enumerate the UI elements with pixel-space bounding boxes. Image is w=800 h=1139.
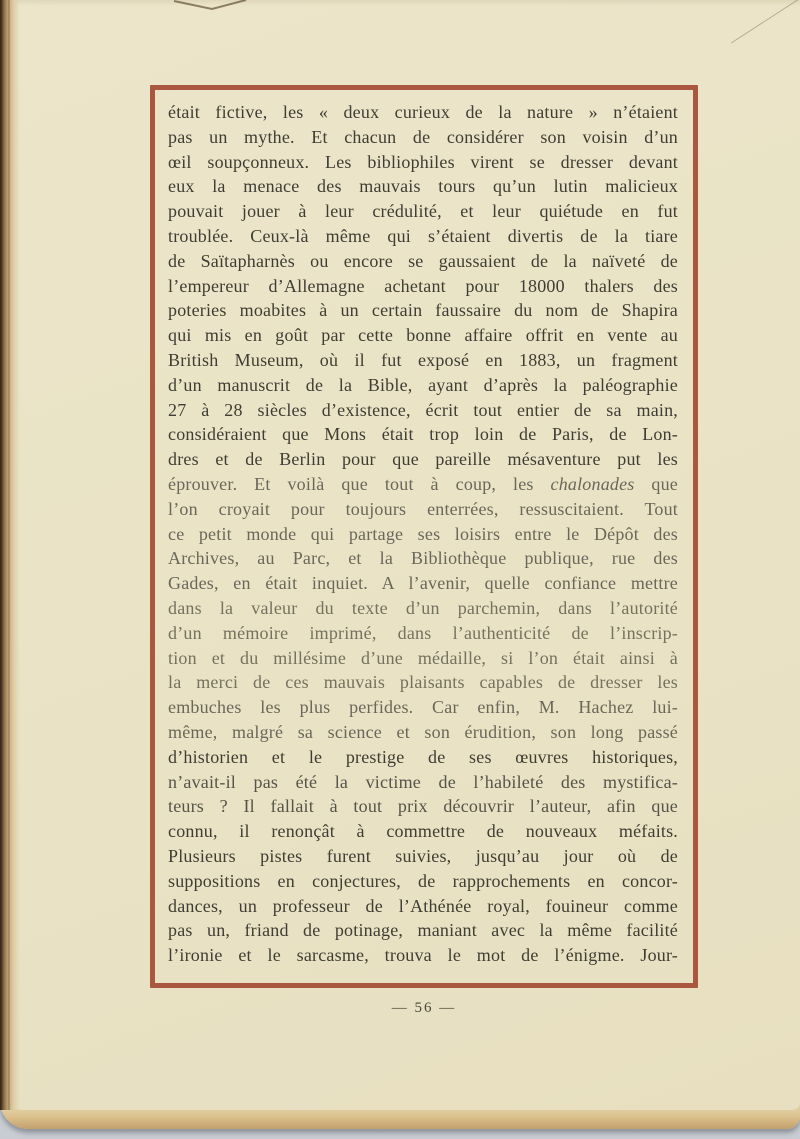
text-line: troublée. Ceux-là même qui s’étaient divertis de la tiare — [168, 225, 678, 246]
text-block — [168, 100, 678, 968]
text-line: tion et du millésime d’une médaille, si l’on était ainsi à — [168, 647, 678, 668]
text-line: pas un, friand de potinage, maniant avec la même facilité — [168, 920, 678, 941]
text-line: Plusieurs pistes furent suivies, jusqu’au jour où de — [168, 845, 678, 866]
text-line: 27 à 28 siècles d’existence, écrit tout entier de sa main, — [168, 399, 678, 420]
text-line: Archives, au Parc, et la Bibliothèque publique, rue des — [168, 548, 678, 569]
text-line: même, malgré sa science et son érudition, son long passé — [168, 721, 678, 742]
text-line: œil soupçonneux. Les bibliophiles virent se dresser devant — [168, 151, 678, 172]
binding-gutter-shadow — [0, 0, 20, 1110]
text-line: eux la menace des mauvais tours qu’un lutin malicieux — [168, 176, 678, 197]
text-line: poteries moabites à un certain faussaire du nom de Shapira — [168, 300, 678, 321]
text-line: suppositions en conjectures, de rapprochements en concor- — [168, 870, 678, 891]
top-right-crease — [731, 0, 800, 43]
text-line: pas un mythe. Et chacun de considérer son voisin d’un — [168, 126, 678, 147]
text-line: l’empereur d’Allemagne achetant pour 18000 thalers des — [168, 275, 678, 296]
text-line: teurs ? Il fallait à tout prix découvrir l’auteur, afin que — [168, 796, 678, 817]
text-line: d’un mémoire imprimé, dans l’authenticité de l’inscrip- — [168, 622, 678, 643]
binding-crease-line — [8, 0, 10, 1110]
text-line: de Saïtapharnès ou encore se gaussaient de la naïveté de — [168, 250, 678, 271]
text-line: dans la valeur du texte d’un parchemin, dans l’autorité — [168, 597, 678, 618]
text-line: la merci de ces mauvais plaisants capables de dresser les — [168, 672, 678, 693]
text-line: connu, il renonçât à commettre de nouveaux méfaits. — [168, 821, 678, 842]
text-line: embuches les plus perfides. Car enfin, M. Hachez lui- — [168, 697, 678, 718]
text-line: d’un manuscrit de la Bible, ayant d’après la paléographie — [168, 374, 678, 395]
text-line: d’historien et le prestige de ses œuvres historiques, — [168, 746, 678, 767]
text-line: dances, un professeur de l’Athénée royal, fouineur comme — [168, 895, 678, 916]
text-line: était fictive, les « deux curieux de la nature » n’étaient — [168, 102, 678, 122]
text-line: éprouver. Et voilà que tout à coup, les chalonades que — [168, 473, 678, 494]
text-line: Gades, en était inquiet. A l’avenir, quelle confiance mettre — [168, 573, 678, 594]
text-line: l’ironie et le sarcasme, trouva le mot de l’énigme. Jour- — [168, 945, 678, 966]
text-line: qui mis en goût par cette bonne affaire offrit en vente au — [168, 325, 678, 346]
text-line: considéraient que Mons était trop loin de Paris, de Lon- — [168, 424, 678, 445]
text-line: British Museum, où il fut exposé en 1883, un fragment — [168, 349, 678, 370]
page-number: — 56 — — [391, 1000, 457, 1016]
text-line: pouvait jouer à leur crédulité, et leur quiétude en fut — [168, 201, 678, 222]
page-corner-mark — [170, 0, 250, 12]
text-line: l’on croyait pour toujours enterrées, ressuscitaient. Tout — [168, 498, 678, 519]
text-line: n’avait-il pas été la victime de l’habileté des mystifica- — [168, 771, 678, 792]
printed-red-frame — [150, 85, 698, 988]
text-line: dres et de Berlin pour que pareille mésaventure put les — [168, 449, 678, 470]
text-line: ce petit monde qui partage ses loisirs entre le Dépôt des — [168, 523, 678, 544]
